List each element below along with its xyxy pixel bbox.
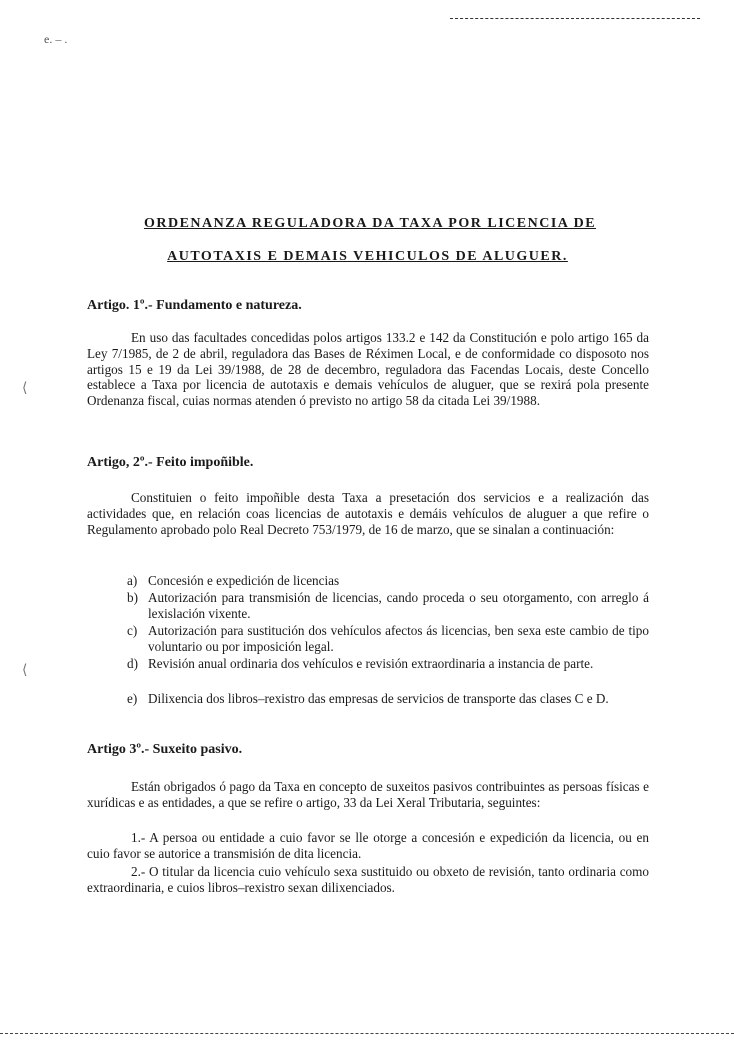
list-item: b) Autorización para transmisión de licencias, cando proceda o seu otorgamento, con arreglo á lexislación vixente. [127, 590, 649, 621]
scan-mark: e. – . [44, 32, 68, 46]
list-item: e) Dilixencia dos libros–rexistro das empresas de servicios de transporte das clases C e D. [127, 691, 609, 706]
article-3-heading: Artigo 3º.- Suxeito pasivo. [87, 742, 243, 757]
article-1-text: En uso das facultades concedidas polos artigos 133.2 e 142 da Constitución e polo artigo 165 da Ley 7/1985, de 2 de abril, reguladora das Bases de Réximen Local, e de conformidade co disposoto nos artigos 15 e 19 da Lei 39/1988, de 28 de decembro, reguladora das Facendas Locais, deste Concello establece a Taxa por licencia de autotaxis e demais vehículos de aluguer, que se rexirá pola presente Ordenanza fiscal, cuias normas atenden ó previsto no artigo 58 da citada Lei 39/1988. [87, 330, 649, 409]
list-item: a) Concesión e expedición de licencias [127, 573, 340, 588]
article-3-point-2: 2.- O titular da licencia cuio vehículo sexa sustituido ou obxeto de revisión, tanto ordinaria como extraordinaria, e cuios libros–rexistro sexan dilixenciados. [87, 864, 649, 895]
title-line-2: AUTOTAXIS E DEMAIS VEHICULOS DE ALUGUER. [167, 249, 568, 264]
list-item: c) Autorización para sustitución dos vehículos afectos ás licencias, ben sexa este cambio de tipo voluntario ou por imposición legal. [127, 623, 649, 654]
top-scan-line [450, 18, 700, 19]
article-3-text: Están obrigados ó pago da Taxa en concepto de suxeitos pasivos contribuintes as persoas físicas e xurídicas e as entidades, a que se refire o artigo, 33 da Lei Xeral Tributaria, seguintes: [87, 779, 649, 810]
article-2-heading: Artigo, 2º.- Feito impoñible. [87, 455, 254, 470]
list-item: d) Revisión anual ordinaria dos vehículos e revisión extraordinaria a instancia de parte. [127, 656, 594, 671]
margin-mark: ⟨ [22, 381, 28, 396]
margin-mark: ⟨ [22, 663, 28, 678]
bottom-scan-line [0, 1033, 734, 1034]
article-3-point-1: 1.- A persoa ou entidade a cuio favor se lle otorge a concesión e expedición da licencia, ou en cuio favor se autorice a transmisión de dita licencia. [87, 830, 649, 861]
title-line-1: ORDENANZA REGULADORA DA TAXA POR LICENCIA DE [143, 216, 597, 231]
article-2-text: Constituien o feito impoñible desta Taxa a presetación dos servicios e a realización das actividades que, en relación coas licencias de autotaxis e demáis vehículos de aluguer a que refire o Regulamento aprobado polo Real Decreto 753/1979, de 16 de marzo, que se sinalan a continuación: [87, 490, 649, 537]
article-1-heading: Artigo. 1º.- Fundamento e natureza. [87, 298, 302, 313]
